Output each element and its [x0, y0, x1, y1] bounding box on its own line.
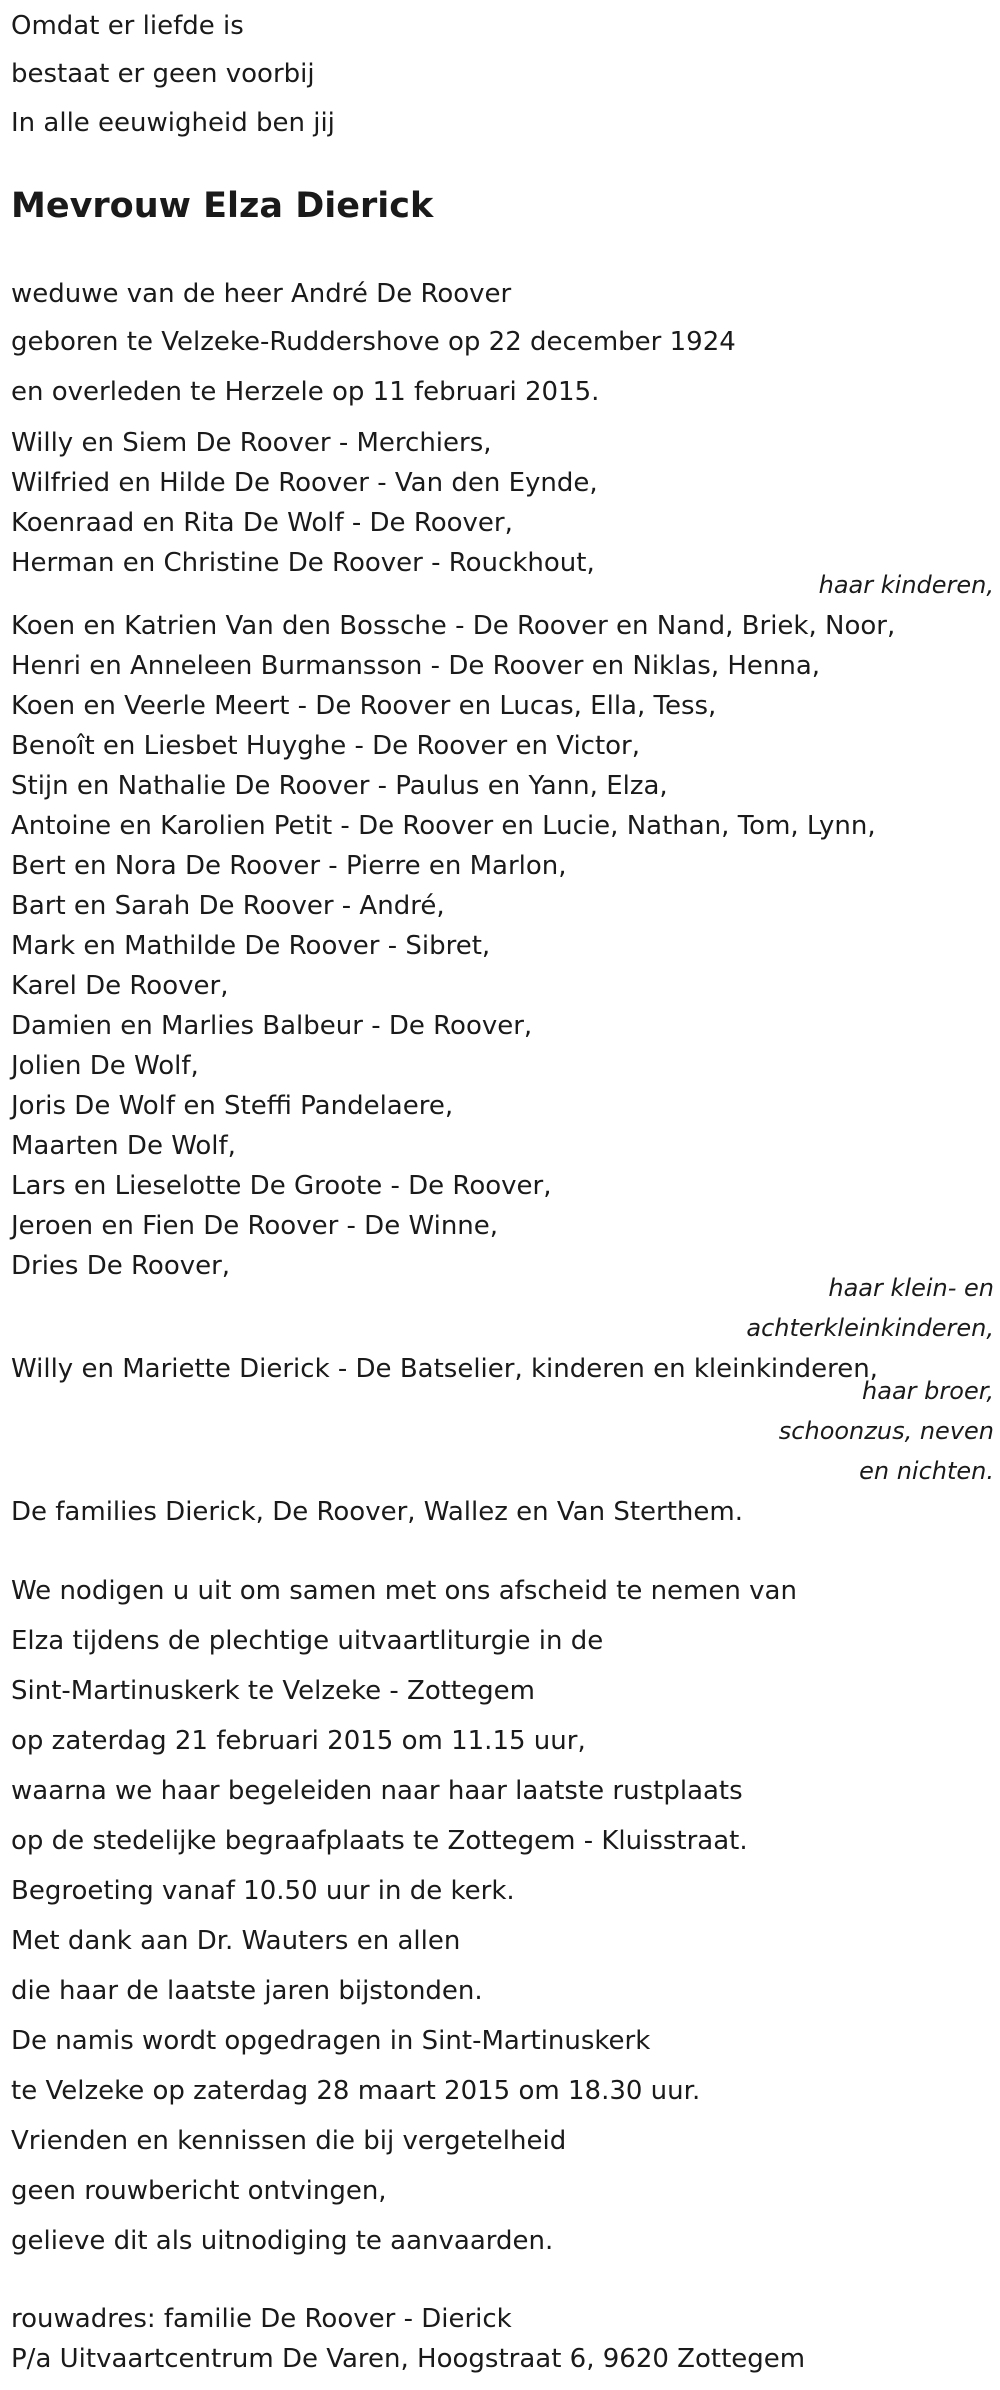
families-line: De families Dierick, De Roover, Wallez en Van Sterthem.: [11, 1497, 743, 1527]
invitation-line: De namis wordt opgedragen in Sint-Martinuskerk: [11, 2026, 651, 2056]
brother-line: Willy en Mariette Dierick - De Batselier, kinderen en kleinkinderen,: [11, 1354, 878, 1384]
poem-line: bestaat er geen voorbij: [11, 59, 315, 89]
brother-note: haar broer,: [862, 1377, 994, 1405]
invitation-line: waarna we haar begeleiden naar haar laatste rustplaats: [11, 1776, 743, 1806]
address-line: rouwadres: familie De Roover - Dierick: [11, 2304, 512, 2334]
children-note: haar kinderen,: [818, 571, 994, 599]
invitation-line: Met dank aan Dr. Wauters en allen: [11, 1926, 461, 1956]
grandchild-line: Bert en Nora De Roover - Pierre en Marlon,: [11, 851, 567, 881]
grandchild-line: Damien en Marlies Balbeur - De Roover,: [11, 1011, 533, 1041]
grandchild-line: Bart en Sarah De Roover - André,: [11, 891, 445, 921]
invitation-line: te Velzeke op zaterdag 28 maart 2015 om 18.30 uur.: [11, 2076, 701, 2106]
invitation-line: Elza tijdens de plechtige uitvaartliturgie in de: [11, 1626, 604, 1656]
address-line: P/a Uitvaartcentrum De Varen, Hoogstraat 6, 9620 Zottegem: [11, 2344, 806, 2374]
poem-line: In alle eeuwigheid ben jij: [11, 108, 335, 138]
brother-note: en nichten.: [859, 1457, 994, 1485]
grandchildren-note: haar klein- en: [828, 1274, 994, 1302]
child-line: Koenraad en Rita De Wolf - De Roover,: [11, 508, 513, 538]
brother-note: schoonzus, neven: [778, 1417, 994, 1445]
grandchildren-note: achterkleinkinderen,: [746, 1314, 994, 1342]
grandchild-line: Maarten De Wolf,: [11, 1131, 236, 1161]
child-line: Willy en Siem De Roover - Merchiers,: [11, 428, 492, 458]
grandchild-line: Koen en Veerle Meert - De Roover en Lucas, Ella, Tess,: [11, 691, 717, 721]
invitation-line: op zaterdag 21 februari 2015 om 11.15 uur,: [11, 1726, 586, 1756]
grandchild-line: Henri en Anneleen Burmansson - De Roover en Niklas, Henna,: [11, 651, 821, 681]
grandchild-line: Mark en Mathilde De Roover - Sibret,: [11, 931, 491, 961]
invitation-line: Sint-Martinuskerk te Velzeke - Zottegem: [11, 1676, 535, 1706]
bio-line: geboren te Velzeke-Ruddershove op 22 december 1924: [11, 327, 736, 357]
grandchild-line: Koen en Katrien Van den Bossche - De Roover en Nand, Briek, Noor,: [11, 611, 896, 641]
deceased-name: Mevrouw Elza Dierick: [11, 186, 434, 226]
invitation-line: Vrienden en kennissen die bij vergetelheid: [11, 2126, 567, 2156]
grandchild-line: Jeroen en Fien De Roover - De Winne,: [11, 1211, 499, 1241]
grandchild-line: Joris De Wolf en Steffi Pandelaere,: [11, 1091, 454, 1121]
grandchild-line: Jolien De Wolf,: [11, 1051, 199, 1081]
child-line: Wilfried en Hilde De Roover - Van den Eynde,: [11, 468, 598, 498]
child-line: Herman en Christine De Roover - Rouckhout,: [11, 548, 595, 578]
grandchild-line: Lars en Lieselotte De Groote - De Roover,: [11, 1171, 552, 1201]
invitation-line: gelieve dit als uitnodiging te aanvaarden.: [11, 2226, 554, 2256]
invitation-line: geen rouwbericht ontvingen,: [11, 2176, 387, 2206]
bio-line: en overleden te Herzele op 11 februari 2015.: [11, 377, 600, 407]
grandchild-line: Karel De Roover,: [11, 971, 229, 1001]
bio-line: weduwe van de heer André De Roover: [11, 279, 512, 309]
invitation-line: Begroeting vanaf 10.50 uur in de kerk.: [11, 1876, 515, 1906]
grandchild-line: Stijn en Nathalie De Roover - Paulus en Yann, Elza,: [11, 771, 668, 801]
invitation-line: die haar de laatste jaren bijstonden.: [11, 1976, 483, 2006]
grandchild-line: Benoît en Liesbet Huyghe - De Roover en Victor,: [11, 731, 641, 761]
grandchild-line: Antoine en Karolien Petit - De Roover en Lucie, Nathan, Tom, Lynn,: [11, 811, 876, 841]
poem-line: Omdat er liefde is: [11, 11, 244, 41]
invitation-line: We nodigen u uit om samen met ons afscheid te nemen van: [11, 1576, 797, 1606]
invitation-line: op de stedelijke begraafplaats te Zottegem - Kluisstraat.: [11, 1826, 748, 1856]
grandchild-line: Dries De Roover,: [11, 1251, 231, 1281]
